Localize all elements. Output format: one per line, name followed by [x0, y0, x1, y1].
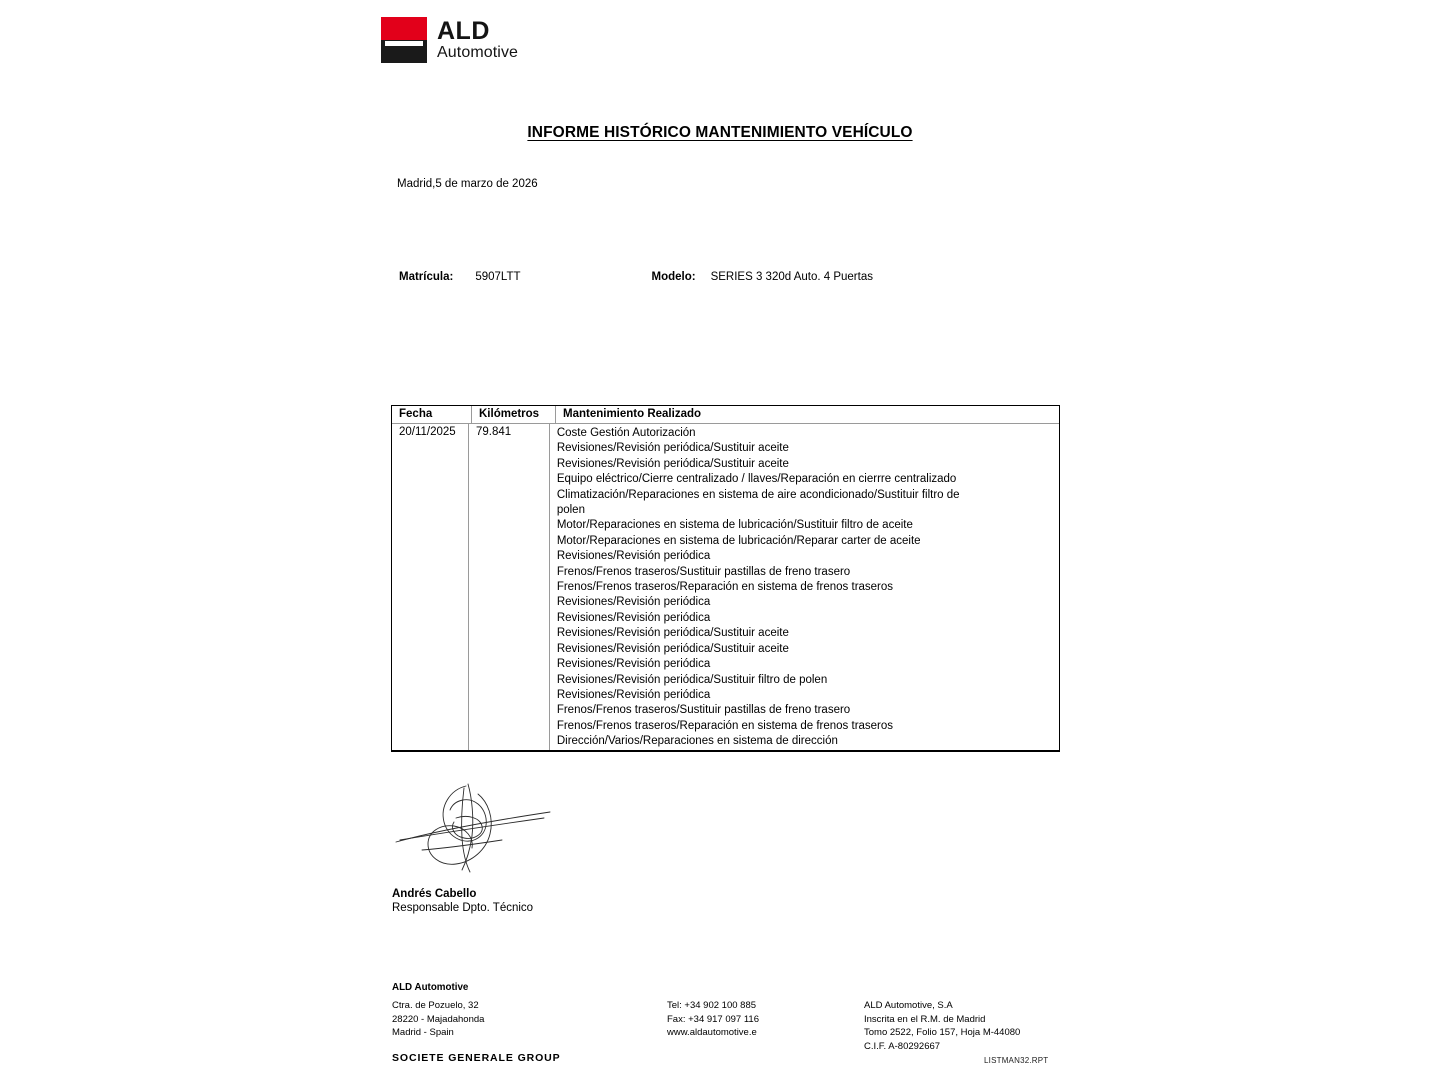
signature-block: [392, 778, 555, 914]
logo-white-band: [385, 41, 423, 46]
logo-brand-text: ALD: [437, 17, 490, 45]
ald-logo-mark-icon: [381, 17, 427, 63]
footer-contact-line: Fax: +34 917 097 116: [667, 1013, 759, 1025]
footer-legal-column: [864, 999, 1020, 1054]
plate-label: Matrícula:: [399, 271, 454, 283]
maintenance-item: Revisiones/Revisión periódica/Sustituir aceite: [556, 642, 789, 655]
logo-tagline-text: Automotive: [437, 44, 519, 61]
table-header-row: [392, 406, 1059, 424]
maintenance-item: Equipo eléctrico/Cierre centralizado / llaves/Reparación en cierrre centralizado: [556, 473, 957, 486]
footer-legal-line: Inscrita en el R.M. de Madrid: [864, 1013, 986, 1025]
model-label: Modelo:: [651, 271, 696, 283]
maintenance-item: Revisiones/Revisión periódica: [556, 596, 711, 609]
signer-name: Andrés Cabello: [392, 888, 477, 900]
page-footer: [392, 981, 1392, 1055]
column-header-fecha: Fecha: [399, 408, 433, 420]
footer-group-name: SOCIETE GENERALE GROUP: [392, 1052, 561, 1064]
maintenance-item: Revisiones/Revisión periódica/Sustituir aceite: [556, 627, 789, 640]
footer-company-name: ALD Automotive: [392, 982, 469, 993]
maintenance-item: Revisiones/Revisión periódica: [556, 550, 711, 563]
footer-contact-line: Tel: +34 902 100 885: [667, 999, 757, 1011]
maintenance-item: Revisiones/Revisión periódica/Sustituir aceite: [556, 457, 789, 470]
footer-contact-line: www.aldautomotive.e: [667, 1027, 757, 1039]
signer-role: Responsable Dpto. Técnico: [392, 902, 534, 914]
maintenance-history-table: [391, 405, 1060, 752]
maintenance-item: Climatización/Reparaciones en sistema de aire acondicionado/Sustituir filtro de polen: [556, 488, 960, 517]
footer-legal-line: C.I.F. A-80292667: [864, 1041, 941, 1053]
cell-mantenimiento-list: [549, 424, 1059, 750]
logo-red-block: [381, 17, 427, 40]
footer-address-line: Ctra. de Pozuelo, 32: [392, 999, 479, 1011]
footer-address-column: [392, 999, 484, 1040]
maintenance-item: Revisiones/Revisión periódica: [556, 611, 711, 624]
maintenance-item: Frenos/Frenos traseros/Reparación en sistema de frenos traseros: [556, 719, 894, 732]
maintenance-item: Frenos/Frenos traseros/Sustituir pastillas de freno trasero: [556, 704, 851, 717]
column-header-mantenimiento: Mantenimiento Realizado: [555, 406, 1059, 423]
page-title: INFORME HISTÓRICO MANTENIMIENTO VEHÍCULO: [527, 124, 913, 141]
handwritten-signature-icon: [392, 778, 555, 880]
maintenance-item: Frenos/Frenos traseros/Sustituir pastillas de freno trasero: [556, 565, 851, 578]
footer-address-line: 28220 - Majadahonda: [392, 1013, 485, 1025]
place-and-date: Madrid,5 de marzo de 2026: [397, 178, 538, 190]
maintenance-item: Revisiones/Revisión periódica/Sustituir filtro de polen: [556, 673, 828, 686]
footer-legal-line: ALD Automotive, S.A: [864, 999, 953, 1011]
footer-legal-line: Tomo 2522, Folio 157, Hoja M-44080: [864, 1027, 1021, 1039]
footer-address-line: Madrid - Spain: [392, 1027, 454, 1039]
model-value: SERIES 3 320d Auto. 4 Puertas: [710, 271, 873, 283]
company-logo: [381, 17, 518, 63]
footer-contact-column: [667, 999, 759, 1040]
maintenance-item: Revisiones/Revisión periódica/Sustituir aceite: [556, 442, 789, 455]
table-row: [392, 424, 1059, 750]
maintenance-item: Revisiones/Revisión periódica: [556, 688, 711, 701]
vehicle-info: [399, 271, 873, 283]
logo-wordmark: [437, 19, 518, 61]
plate-value: 5907LTT: [475, 271, 521, 283]
cell-kilometros: 79.841: [468, 424, 549, 750]
maintenance-item: Dirección/Varios/Reparaciones en sistema de dirección: [556, 735, 838, 748]
maintenance-item: Revisiones/Revisión periódica: [556, 658, 711, 671]
maintenance-item: Coste Gestión Autorización: [556, 427, 696, 439]
maintenance-item: Motor/Reparaciones en sistema de lubricación/Sustituir filtro de aceite: [556, 519, 913, 532]
maintenance-item: Motor/Reparaciones en sistema de lubricación/Reparar carter de aceite: [556, 534, 921, 547]
maintenance-item: Frenos/Frenos traseros/Reparación en sistema de frenos traseros: [556, 581, 894, 594]
report-code: LISTMAN32.RPT: [984, 1056, 1049, 1065]
cell-fecha: 20/11/2025: [399, 426, 456, 438]
column-header-kilometros: Kilómetros: [471, 406, 555, 423]
